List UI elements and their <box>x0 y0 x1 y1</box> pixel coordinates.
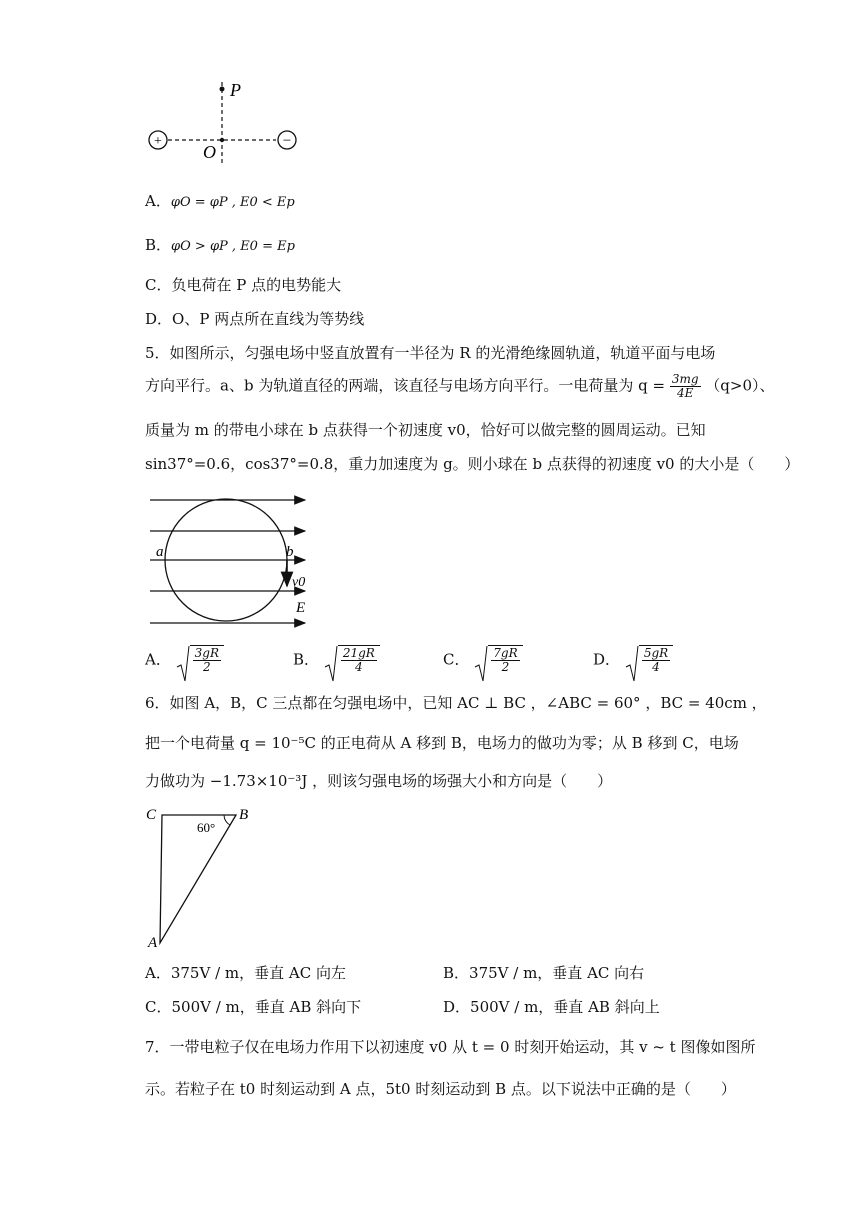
angle-label: 60° <box>197 820 216 835</box>
q6-line-2: 把一个电荷量 q = 10⁻⁵C 的正电荷从 A 移到 B，电场力的做功为零；从 B 移到 C，电场 <box>145 734 739 752</box>
label-v0: v0 <box>292 575 306 590</box>
label-o: O <box>203 142 216 162</box>
label-a: a <box>156 544 164 560</box>
q5-option-c: C． $\frac{7gR}{2}$ <box>443 645 523 674</box>
q5-option-d: D． $\frac{5gR}{4}$ <box>593 645 673 674</box>
q7-line-1: 7．一带电粒子仅在电场力作用下以初速度 v0 从 t = 0 时刻开始运动，其 v ~ t 图像如图所 <box>145 1038 756 1056</box>
q5-line-2: 方向平行。a、b 为轨道直径的两端，该直径与电场方向平行。一电荷量为 q = $\frac{3mg}{4E}$ （q>0）、 <box>145 372 775 400</box>
q5-line-1: 5．如图所示，匀强电场中竖直放置有一半径为 R 的光滑绝缘圆轨道，轨道平面与电场 <box>145 344 716 362</box>
q4-option-b: B．φO > φP , E0 = Ep <box>145 236 295 254</box>
label-a: A <box>148 935 158 951</box>
q7-line-2: 示。若粒子在 t0 时刻运动到 A 点，5t0 时刻运动到 B 点。以下说法中正确的是（ ） <box>145 1080 736 1098</box>
q6-line-3: 力做功为 −1.73×10⁻³J ，则该匀强电场的场强大小和方向是（ ） <box>145 772 613 790</box>
label-b: B <box>239 807 249 823</box>
q6-option-c: C．500V / m，垂直 AB 斜向下 <box>145 998 362 1016</box>
q6-option-a: A．375V / m，垂直 AC 向左 <box>145 964 346 982</box>
label-p: P <box>230 80 241 100</box>
q5-line-3: 质量为 m 的带电小球在 b 点获得一个初速度 v0，恰好可以做完整的圆周运动。已知 <box>145 421 706 439</box>
triangle-figure <box>140 800 270 952</box>
q4-option-a: A．φO = φP , E0 < Ep <box>145 192 295 210</box>
point-p <box>220 87 225 92</box>
label-c: C <box>146 807 157 823</box>
q4-option-c: C．负电荷在 P 点的电势能大 <box>145 276 342 294</box>
svg-text:−: − <box>282 133 292 149</box>
angle-arc <box>224 815 230 825</box>
q6-option-d: D．500V / m，垂直 AB 斜向上 <box>443 998 660 1016</box>
q5-option-a: A． $\frac{3gR}{2}$ <box>145 645 224 674</box>
svg-text:+: + <box>154 134 162 149</box>
q6-option-b: B．375V / m，垂直 AC 向右 <box>443 964 645 982</box>
label-e: E <box>296 600 306 616</box>
dipole-figure <box>140 74 310 169</box>
q4-option-d: D．O、P 两点所在直线为等势线 <box>145 310 365 328</box>
q5-option-b: B． $\frac{21gR}{4}$ <box>293 645 380 674</box>
q5-line-4: sin37°=0.6，cos37°=0.8，重力加速度为 g。则小球在 b 点获得的初速度 v0 的大小是（ ） <box>145 455 800 473</box>
charge-fraction: $\frac{3mg}{4E}$ <box>671 372 699 400</box>
q6-line-1: 6．如图 A，B，C 三点都在匀强电场中，已知 AC ⊥ BC ，∠ABC = 60° ，BC = 40cm ， <box>145 694 767 712</box>
point-o <box>220 138 224 142</box>
label-b: b <box>286 544 294 560</box>
circle-track-figure <box>140 490 320 630</box>
